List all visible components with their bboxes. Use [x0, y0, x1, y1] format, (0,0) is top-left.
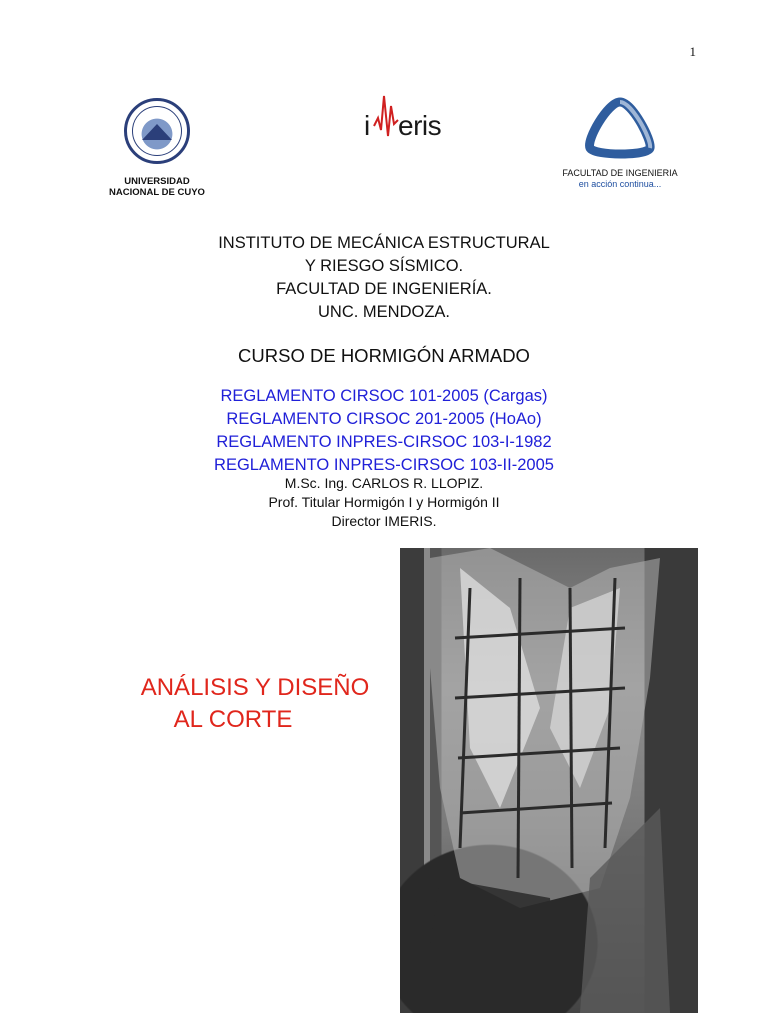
author-block — [0, 474, 768, 531]
author-position: Prof. Titular Hormigón I y Hormigón II — [268, 494, 500, 510]
course-title: CURSO DE HORMIGÓN ARMADO — [238, 345, 530, 366]
institute-line: Y RIESGO SÍSMICO. — [304, 257, 464, 275]
page-number: 1 — [689, 44, 696, 59]
unc-logo — [104, 96, 214, 206]
institute-line: UNC. MENDOZA. — [318, 303, 450, 321]
fi-tagline: en acción continua... — [578, 179, 662, 189]
regulation-item: REGLAMENTO CIRSOC 101-2005 (Cargas) — [220, 387, 548, 405]
institute-line: FACULTAD DE INGENIERÍA. — [276, 280, 492, 298]
author-role: Director IMERIS. — [331, 513, 437, 529]
title-line1: ANÁLISIS Y DISEÑO — [140, 674, 370, 701]
document-title — [110, 672, 400, 736]
regulation-item: REGLAMENTO INPRES-CIRSOC 103-II-2005 — [214, 456, 554, 474]
regulation-item: REGLAMENTO CIRSOC 201-2005 (HoAo) — [226, 410, 542, 428]
title-line2: AL CORTE — [173, 706, 293, 733]
column-damage-illustration — [400, 548, 698, 1013]
fi-name — [552, 168, 688, 190]
fi-triangle-icon — [582, 96, 658, 162]
institute-line: INSTITUTO DE MECÁNICA ESTRUCTURAL — [218, 234, 550, 252]
unc-name-line2: NACIONAL DE CUYO — [109, 187, 205, 198]
fi-name-text: FACULTAD DE INGENIERIA — [562, 168, 678, 178]
unc-name-line1: UNIVERSIDAD — [124, 176, 190, 187]
imeris-word: eris — [398, 110, 442, 141]
institute-heading — [0, 232, 768, 324]
fi-logo — [552, 96, 688, 196]
regulations-list — [0, 385, 768, 477]
damaged-column-photo — [400, 548, 698, 1013]
unc-mountain-icon — [142, 124, 172, 140]
author-name: M.Sc. Ing. CARLOS R. LLOPIZ. — [284, 475, 484, 491]
regulation-item: REGLAMENTO INPRES-CIRSOC 103-I-1982 — [216, 433, 552, 451]
unc-name — [104, 176, 210, 198]
imeris-i: i — [364, 110, 371, 141]
imeris-logo — [360, 88, 460, 158]
